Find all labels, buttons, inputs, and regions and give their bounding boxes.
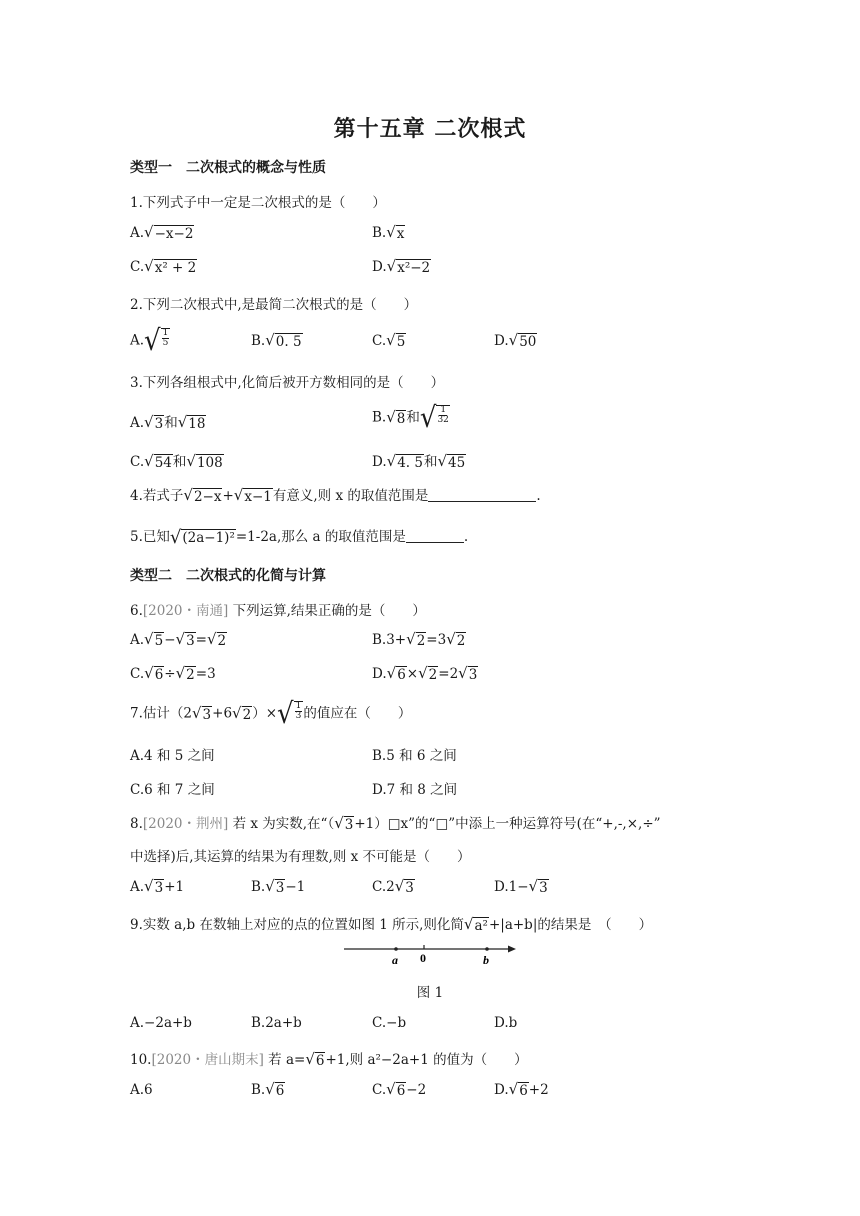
q1-option-b: B. √ x: [372, 223, 405, 242]
question-8-line-2: 中选择)后,其运算的结果为有理数,则 x 不可能是（ ）: [130, 849, 471, 865]
sqrt-symbol: √ 2: [446, 630, 466, 649]
sqrt-symbol: √ 3: [191, 703, 212, 723]
section-heading-2: 类型二 二次根式的化简与计算: [130, 568, 326, 584]
sqrt-symbol: √ 2: [232, 703, 252, 723]
chapter-title: 第十五章 二次根式: [333, 116, 527, 142]
sqrt-symbol: √ x−1: [233, 486, 272, 505]
q6-option-b: B.3+ √ 2 =3 √ 2: [372, 630, 466, 649]
q7-option-a: A.4 和 5 之间: [130, 748, 215, 764]
sqrt-symbol: √ 6: [144, 664, 164, 683]
sqrt-symbol: √ 8: [386, 407, 406, 427]
number-line-figure: [340, 940, 520, 974]
fraction: $\frac{1}{3}$: [295, 701, 302, 722]
q9-option-b: B.2a+b: [251, 1015, 302, 1031]
q10-option-a: A.6: [130, 1082, 153, 1098]
sqrt-symbol: √ 3: [334, 814, 354, 833]
source-tag: [2020・唐山期末]: [151, 1052, 264, 1068]
source-tag: [2020・南通]: [142, 603, 229, 619]
sqrt-symbol: √ (2a−1)²: [169, 526, 235, 548]
q9-option-c: C.−b: [372, 1015, 407, 1031]
q7-option-c: C.6 和 7 之间: [130, 782, 215, 798]
figure-caption: 图 1: [416, 985, 444, 1001]
question-5: 5.已知 √ (2a−1)² =1-2a,那么 a 的取值范围是 .: [130, 526, 469, 548]
sqrt-symbol: √ 5: [144, 630, 164, 649]
q7-option-d: D.7 和 8 之间: [372, 782, 458, 798]
sqrt-symbol: √ 2: [175, 664, 195, 683]
fraction: $\frac{1}{5}$: [162, 328, 169, 349]
question-8-line-1: 8.[2020・荆州] 若 x 为实数,在“（ √ 3 +1）□x”的“□”中添上一种运算符号(在“+,-,×,÷”: [130, 814, 661, 833]
q6-option-d: D. √ 6 × √ 2 =2 √ 3: [372, 664, 478, 683]
q10-option-b: B. √ 6: [251, 1080, 285, 1099]
sqrt-symbol: √ 3: [265, 877, 285, 896]
q8-option-d: D.1− √ 3: [494, 877, 548, 896]
sqrt-symbol: √ a²: [463, 915, 488, 934]
q3-option-d: D. √ 4. 5 和 √ 45: [372, 452, 466, 471]
sqrt-symbol: √ 108: [186, 452, 223, 471]
q8-option-b: B. √ 3 −1: [251, 877, 306, 896]
sqrt-symbol: √ 0. 5: [265, 331, 302, 350]
q8-option-a: A. √ 3 +1: [130, 877, 185, 896]
sqrt-symbol: √ x²−2: [386, 257, 431, 276]
q9-option-d: D.b: [494, 1015, 518, 1031]
sqrt-symbol: √ 2: [206, 630, 227, 649]
q3-option-a: A. √ 3 和 √ 18: [130, 413, 206, 432]
sqrt-symbol: √ x: [386, 223, 405, 242]
sqrt-symbol: √ 6: [305, 1050, 325, 1069]
question-2-stem: 2.下列二次根式中,是最简二次根式的是（ ）: [130, 297, 418, 313]
q7-option-b: B.5 和 6 之间: [372, 748, 457, 764]
sqrt-symbol: √ $\frac{1}{32}$: [419, 401, 449, 435]
q10-option-d: D. √ 6 +2: [494, 1080, 549, 1099]
question-4: 4.若式子 √ 2−x + √ x−1 有意义,则 x 的取值范围是 .: [130, 486, 541, 505]
q1-option-c: C. √ x² + 2: [130, 257, 197, 276]
sqrt-symbol: √ 3: [458, 664, 478, 683]
sqrt-symbol: √ 3: [528, 877, 548, 896]
sqrt-symbol: √ 6: [265, 1080, 285, 1099]
question-9-stem: 9.实数 a,b 在数轴上对应的点的位置如图 1 所示,则化简 √ a² +|a+b|的结果是 （ ）: [130, 915, 653, 934]
q2-option-d: D. √ 50: [494, 331, 537, 350]
sqrt-symbol: √ 6: [386, 1080, 406, 1099]
q1-option-d: D. √ x²−2: [372, 257, 431, 276]
point-a-label: a: [392, 953, 398, 967]
answer-blank[interactable]: [406, 528, 464, 543]
point-b-label: b: [483, 953, 489, 967]
sqrt-symbol: √ 3: [175, 630, 195, 649]
sqrt-symbol: √ 18: [177, 413, 206, 432]
sqrt-symbol: √ 54: [144, 452, 172, 471]
q10-option-c: C. √ 6 −2: [372, 1080, 427, 1099]
sqrt-symbol: √ $\frac{1}{5}$: [144, 324, 169, 358]
q2-option-a: A. √ $\frac{1}{5}$: [130, 324, 169, 358]
sqrt-symbol: √ 3: [144, 413, 164, 432]
q3-option-c: C. √ 54 和 √ 108: [130, 452, 223, 471]
origin-label: 0: [420, 951, 426, 965]
section-heading-1: 类型一 二次根式的概念与性质: [130, 160, 326, 176]
q1-option-a: A. √ −x−2: [130, 223, 194, 242]
q9-option-a: A.−2a+b: [130, 1015, 192, 1031]
question-10-stem: 10.[2020・唐山期末] 若 a= √ 6 +1,则 a²−2a+1 的值为（ ）: [130, 1050, 528, 1069]
q6-option-a: A. √ 5 − √ 3 = √ 2: [130, 630, 227, 649]
question-6-stem: 6.[2020・南通] 下列运算,结果正确的是（ ）: [130, 603, 426, 619]
q8-option-c: C.2 √ 3: [372, 877, 414, 896]
source-tag: [2020・荆州]: [142, 816, 229, 832]
point-b-dot: [485, 947, 489, 951]
sqrt-symbol: √ x² + 2: [144, 257, 197, 276]
q2-option-c: C. √ 5: [372, 331, 406, 350]
sqrt-symbol: √ 6: [386, 664, 406, 683]
sqrt-symbol: √ 6: [508, 1080, 528, 1099]
sqrt-symbol: √ 2−x: [183, 486, 222, 505]
sqrt-symbol: √ −x−2: [144, 223, 194, 242]
sqrt-symbol: √ 5: [386, 331, 406, 350]
question-3-stem: 3.下列各组根式中,化简后被开方数相同的是（ ）: [130, 375, 445, 391]
sqrt-symbol: √ 2: [418, 664, 438, 683]
sqrt-symbol: √ 3: [394, 877, 414, 896]
fraction: $\frac{1}{32}$: [437, 405, 449, 426]
sqrt-symbol: √ 45: [437, 452, 466, 471]
q2-option-b: B. √ 0. 5: [251, 331, 302, 350]
question-7-stem: 7.估计（2 √ 3 +6 √ 2 ）× √ $\frac{1}{3}$ 的值应在（ ）: [130, 697, 412, 731]
sqrt-symbol: √ 2: [406, 630, 426, 649]
sqrt-symbol: √ 3: [144, 877, 164, 896]
sqrt-symbol: √ 50: [508, 331, 537, 350]
answer-blank[interactable]: [428, 487, 536, 502]
point-a-dot: [394, 947, 398, 951]
question-1-stem: 1.下列式子中一定是二次根式的是（ ）: [130, 195, 386, 211]
sqrt-symbol: √ 4. 5: [386, 452, 423, 471]
q3-option-b: B. √ 8 和 √ $\frac{1}{32}$: [372, 401, 449, 435]
sqrt-symbol: √ $\frac{1}{3}$: [277, 697, 302, 731]
arrow-icon: [508, 946, 516, 953]
q6-option-c: C. √ 6 ÷ √ 2 =3: [130, 664, 216, 683]
